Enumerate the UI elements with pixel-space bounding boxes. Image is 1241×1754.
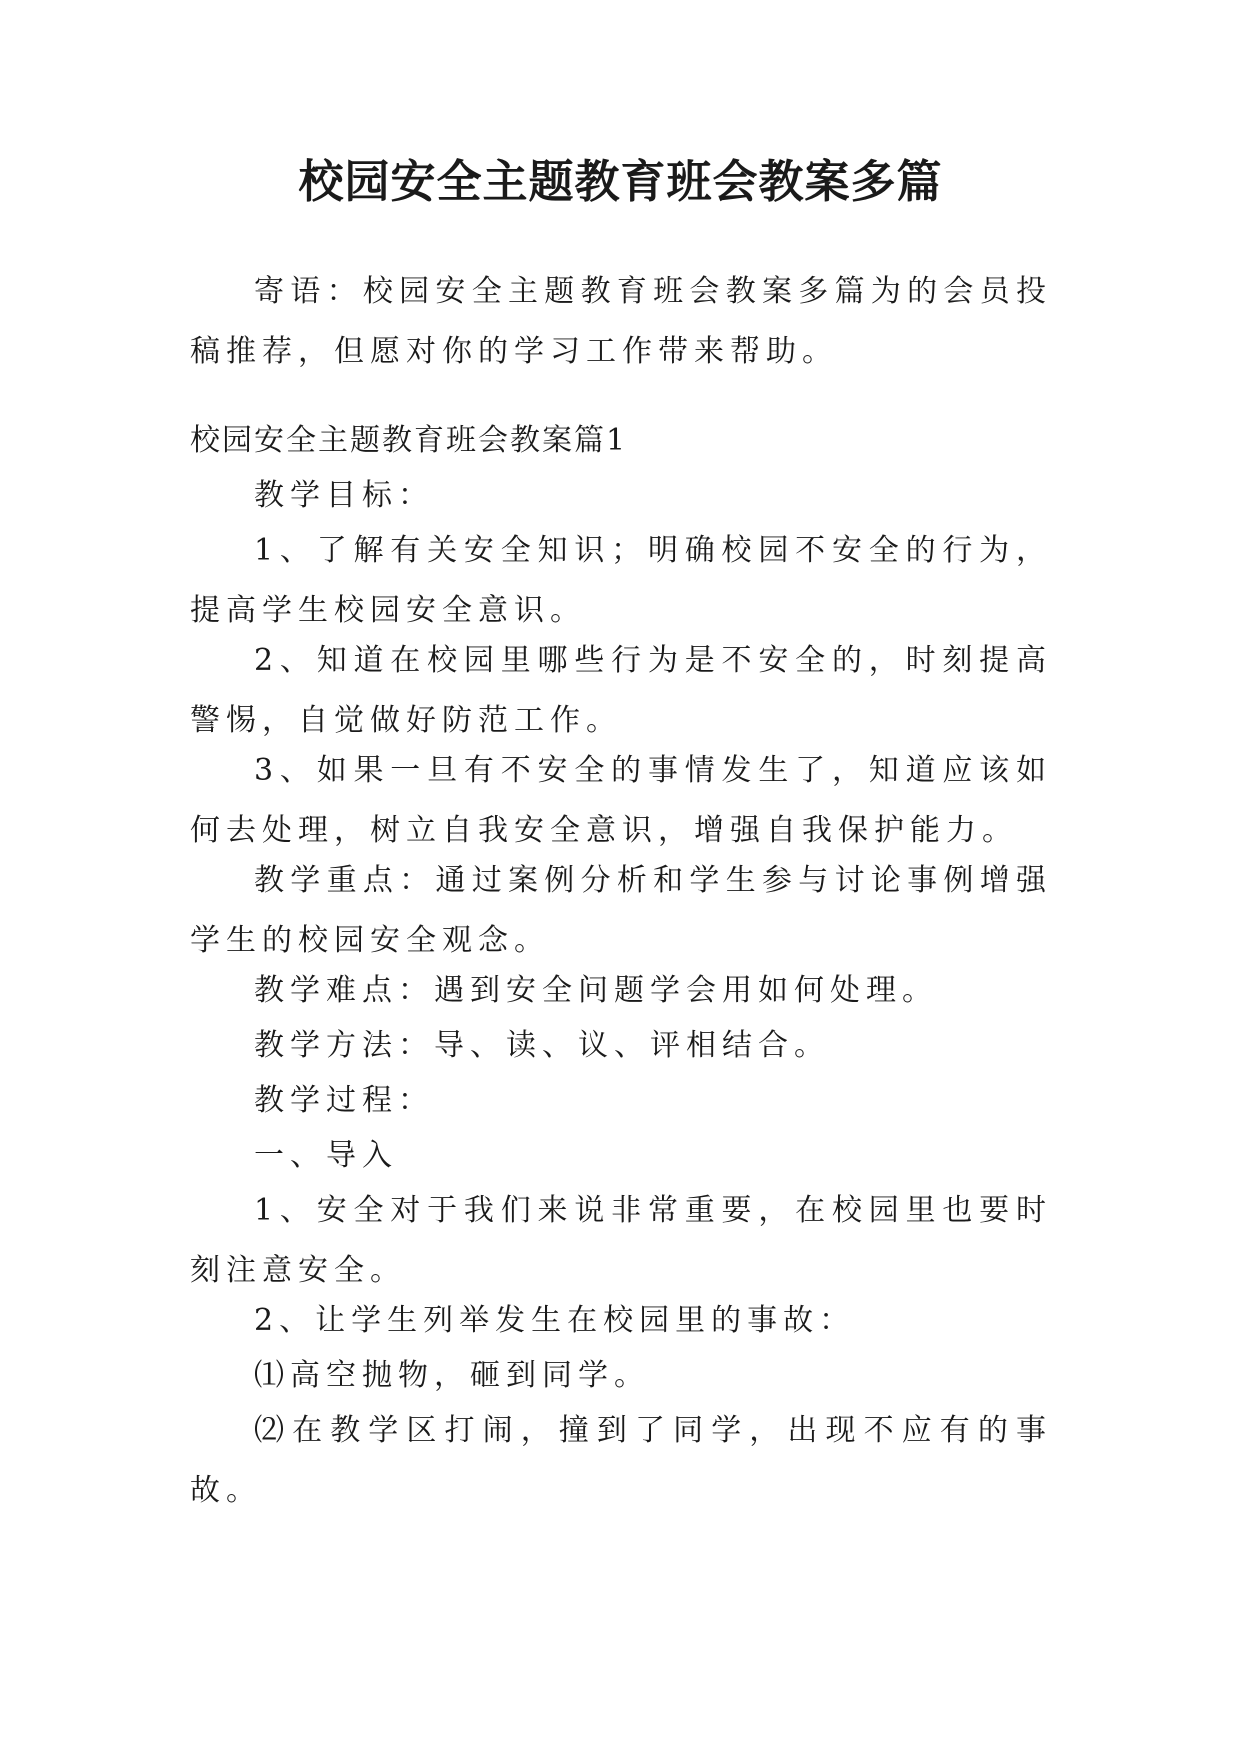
paragraph-intro-section: 一、导入 [254,1138,398,1173]
paragraph-step-2: 2、让学生列举发生在校园里的事故： [254,1303,856,1338]
paragraph-step-1: 1、安全对于我们来说非常重要，在校园里也要时刻注意安全。 [190,1193,1052,1288]
paragraph-example-2: ⑵在教学区打闹，撞到了同学，出现不应有的事故。 [190,1413,1052,1508]
paragraph-objective-2: 2、知道在校园里哪些行为是不安全的，时刻提高警惕，自觉做好防范工作。 [190,643,1052,738]
paragraph-difficulties: 教学难点：遇到安全问题学会用如何处理。 [254,973,938,1008]
paragraph-example-1: ⑴高空抛物，砸到同学。 [254,1358,650,1393]
section-heading: 校园安全主题教育班会教案篇1 [190,423,628,458]
paragraph-objective-1: 1、了解有关安全知识；明确校园不安全的行为，提高学生校园安全意识。 [190,533,1052,628]
paragraph-methods: 教学方法：导、读、议、评相结合。 [254,1028,830,1063]
document-title: 校园安全主题教育班会教案多篇 [298,155,943,208]
paragraph-process-label: 教学过程： [254,1083,434,1118]
paragraph-objectives-label: 教学目标： [254,478,434,513]
paragraph-key-points: 教学重点：通过案例分析和学生参与讨论事例增强学生的校园安全观念。 [190,863,1052,958]
paragraph-objective-3: 3、如果一旦有不安全的事情发生了，知道应该如何去处理，树立自我安全意识，增强自我保护能力。 [190,753,1052,848]
intro-paragraph: 寄语：校园安全主题教育班会教案多篇为的会员投稿推荐，但愿对你的学习工作带来帮助。 [190,274,1052,369]
